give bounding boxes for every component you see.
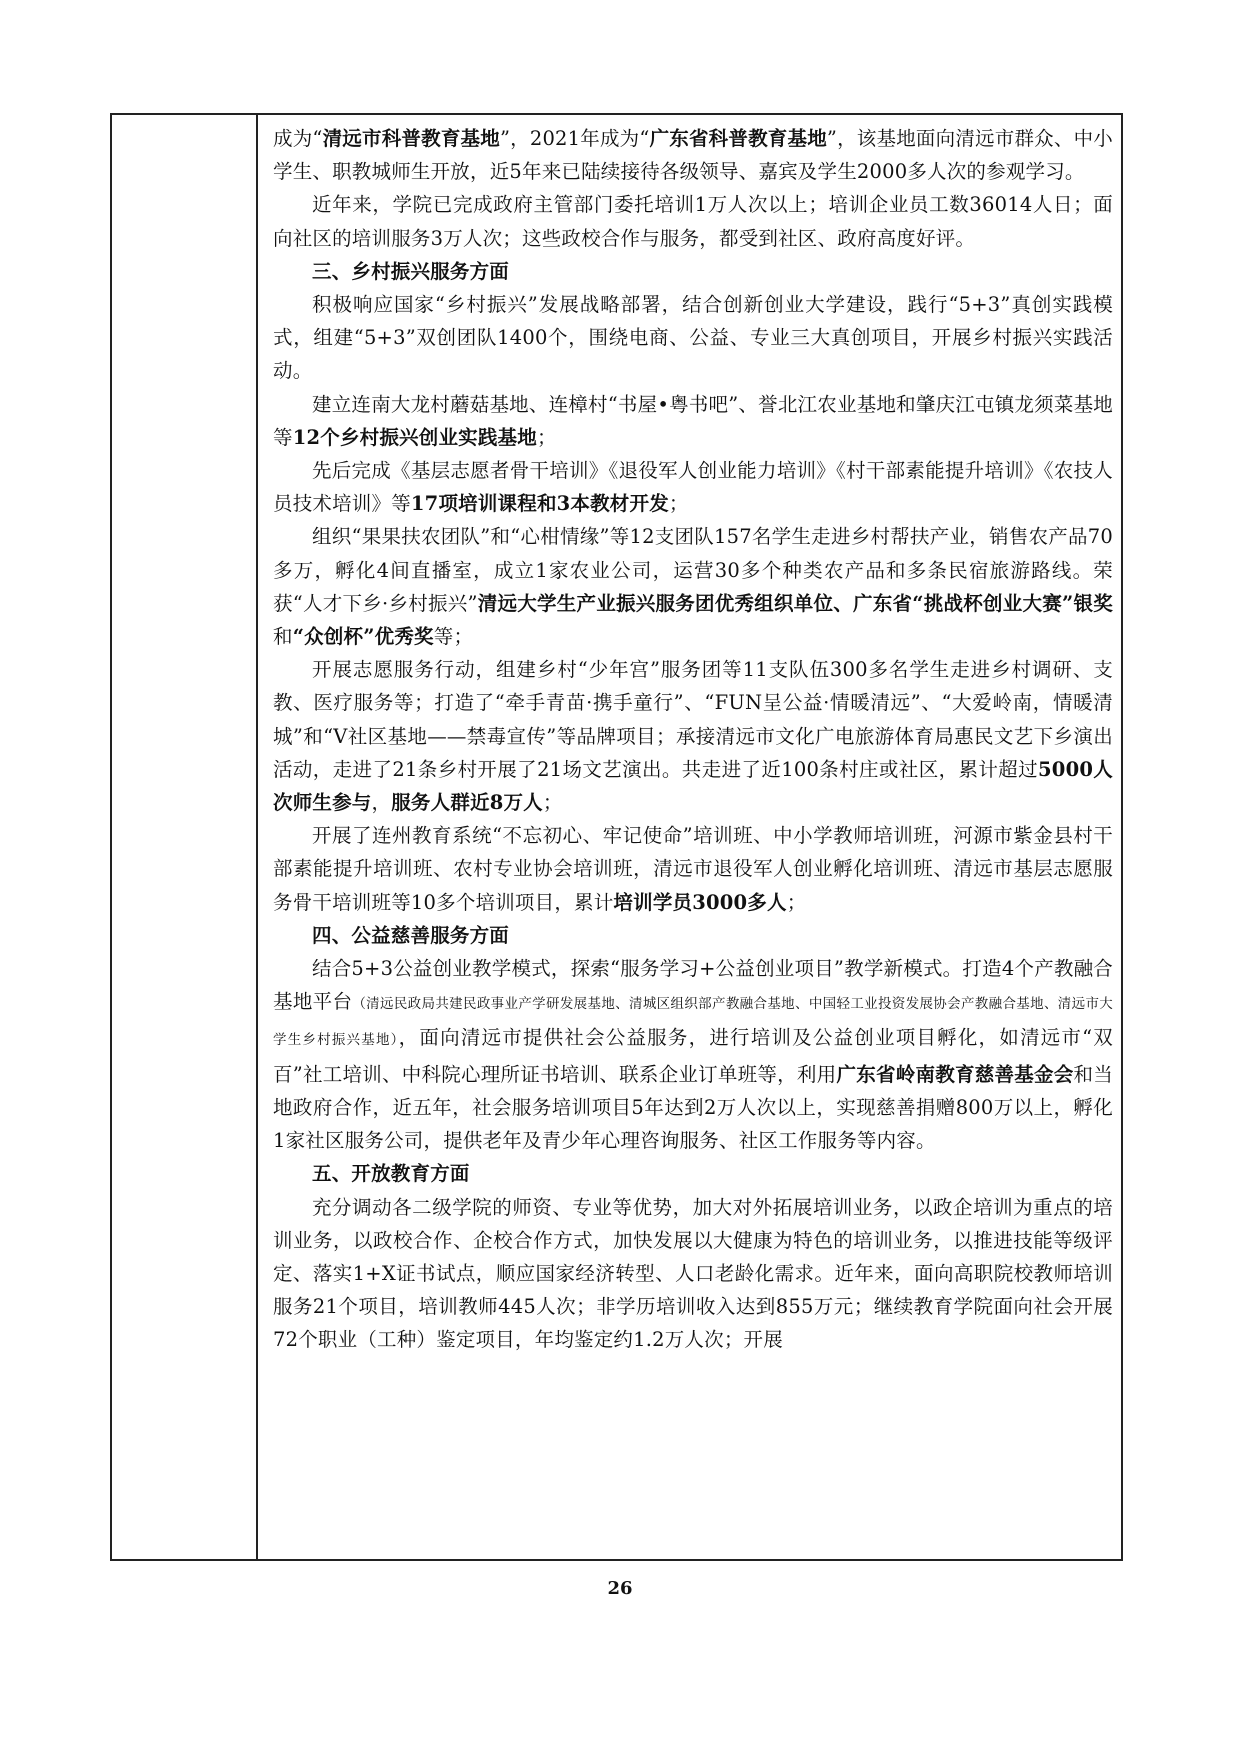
column-divider <box>256 113 258 1561</box>
section-heading <box>273 255 1113 288</box>
bold-text: 广东省科普教育基地 <box>649 127 827 150</box>
bold-text: 清远大学生产业振兴服务团优秀组织单位、广东省“挑战杯创业大赛”银奖 <box>477 591 1113 615</box>
paragraph <box>273 1191 1113 1357</box>
text-run: （清远民政局共建民政事业产学研发展基地、清城区组织部产教融合基地、中国轻工业投资发展协会产教融合基地、清远市大学生乡村振兴基地） <box>273 996 1113 1049</box>
text-run: 充分调动各二级学院的师资、专业等优势，加大对外拓展培训业务，以政企培训为重点的培训业务，以政校合作、企校合作方式，加快发展以大健康为特色的培训业务，以推进技能等级评定、落实1+X证书试点，顺应国家经济转型、人口老龄化需求。近年来，面向高职院校教师培训服务21个项目，培训教师445人次；非学历培训收入达到855万元；继续教育学院面向社会开展72个职业（工种）鉴定项目，年均鉴定约1.2万人次；开展 <box>273 1195 1113 1352</box>
bold-text: 广东省岭南教育慈善基金会 <box>836 1062 1074 1086</box>
bold-text: “众创杯”优秀奖 <box>292 625 434 649</box>
text-run: 建立连南大龙村蘑菇基地、连樟村“书屋•粤书吧”、誉北江农业基地和肇庆江屯镇龙须菜基地等 <box>273 392 1113 449</box>
page-number: 26 <box>607 1578 633 1599</box>
text-run: ”，2021年成为“ <box>499 127 650 150</box>
text-run: 五、开放教育方面 <box>312 1162 470 1186</box>
section-heading <box>273 919 1113 952</box>
text-run: ； <box>786 890 807 914</box>
bold-text: 5000人次师生参与 <box>273 757 1113 815</box>
bold-text: 12个乡村振兴创业实践基地 <box>292 425 537 449</box>
document-body <box>273 122 1113 1357</box>
paragraph <box>273 388 1113 454</box>
bold-text: 17项培训课程和3本教材开发 <box>410 492 669 516</box>
section-heading <box>273 1157 1113 1190</box>
paragraph <box>273 454 1113 520</box>
text-run: ； <box>668 492 689 516</box>
text-run: 等； <box>433 625 474 649</box>
paragraph <box>273 520 1113 653</box>
text-run: 结合5+3公益创业教学模式，探索“服务学习+公益创业项目”教学新模式。打造4个产教融合基地平台 <box>273 957 1113 1014</box>
bold-text: 清远市科普教育基地 <box>322 127 500 150</box>
bold-text: 培训学员3000多人 <box>613 890 787 914</box>
paragraph <box>273 188 1113 254</box>
paragraph <box>273 653 1113 819</box>
text-run: ， <box>371 791 392 815</box>
text-run: 成为“ <box>273 127 323 150</box>
text-run: 和 <box>273 625 293 649</box>
text-run: 积极响应国家“乡村振兴”发展战略部署，结合创新创业大学建设，践行“5+3”真创实践模式，组建“5+3”双创团队1400个，围绕电商、公益、专业三大真创项目，开展乡村振兴实践活动。 <box>273 293 1113 383</box>
text-run: ，面向清远市提供社会公益服务，进行培训及公益创业项目孵化，如清远市“双百”社工培训、中科院心理所证书培训、联系企业订单班等，利用 <box>273 1026 1113 1086</box>
text-run: 和当地政府合作，近五年，社会服务培训项目5年达到2万人次以上，实现慈善捐赠800万以上，孵化1家社区服务公司，提供老年及青少年心理咨询服务、社区工作服务等内容。 <box>273 1062 1113 1153</box>
text-run: ； <box>542 791 563 815</box>
paragraph <box>273 122 1113 188</box>
paragraph <box>273 952 1113 1157</box>
text-run: ； <box>536 425 557 449</box>
paragraph <box>273 288 1113 388</box>
text-run: 开展了连州教育系统“不忘初心、牢记使命”培训班、中小学教师培训班，河源市紫金县村干部素能提升培训班、农村专业协会培训班，清远市退役军人创业孵化培训班、清远市基层志愿服务骨干培训班等10多个培训项目，累计 <box>273 824 1113 914</box>
text-run: 开展志愿服务行动，组建乡村“少年宫”服务团等11支队伍300多名学生走进乡村调研、支教、医疗服务等；打造了“牵手青苗·携手童行”、“FUN呈公益·情暖清远”、“大爱岭南，情暖清城”和“V社区基地——禁毒宣传”等品牌项目；承接清远市文化广电旅游体育局惠民文艺下乡演出活动，走进了21条乡村开展了21场文艺演出。共走进了近100条村庄或社区，累计超过 <box>273 658 1113 781</box>
bold-text: 服务人群近8万人 <box>391 791 543 815</box>
text-run: 近年来，学院已完成政府主管部门委托培训1万人次以上；培训企业员工数36014人日；面向社区的培训服务3万人次；这些政校合作与服务，都受到社区、政府高度好评。 <box>273 193 1113 250</box>
text-run: 四、公益慈善服务方面 <box>312 923 510 947</box>
text-run: 先后完成《基层志愿者骨干培训》《退役军人创业能力培训》《村干部素能提升培训》《农技人员技术培训》等 <box>273 459 1113 516</box>
text-run: 三、乡村振兴服务方面 <box>312 259 510 283</box>
paragraph <box>273 819 1113 919</box>
text-run: 组织“果果扶农团队”和“心柑情缘”等12支团队157名学生走进乡村帮扶产业，销售农产品70多万，孵化4间直播室，成立1家农业公司，运营30多个种类农产品和多条民宿旅游路线。荣获“人才下乡·乡村振兴” <box>273 525 1113 615</box>
text-run: ”，该基地面向清远市群众、中小学生、职教城师生开放，近5年来已陆续接待各级领导、嘉宾及学生2000多人次的参观学习。 <box>273 127 1113 184</box>
